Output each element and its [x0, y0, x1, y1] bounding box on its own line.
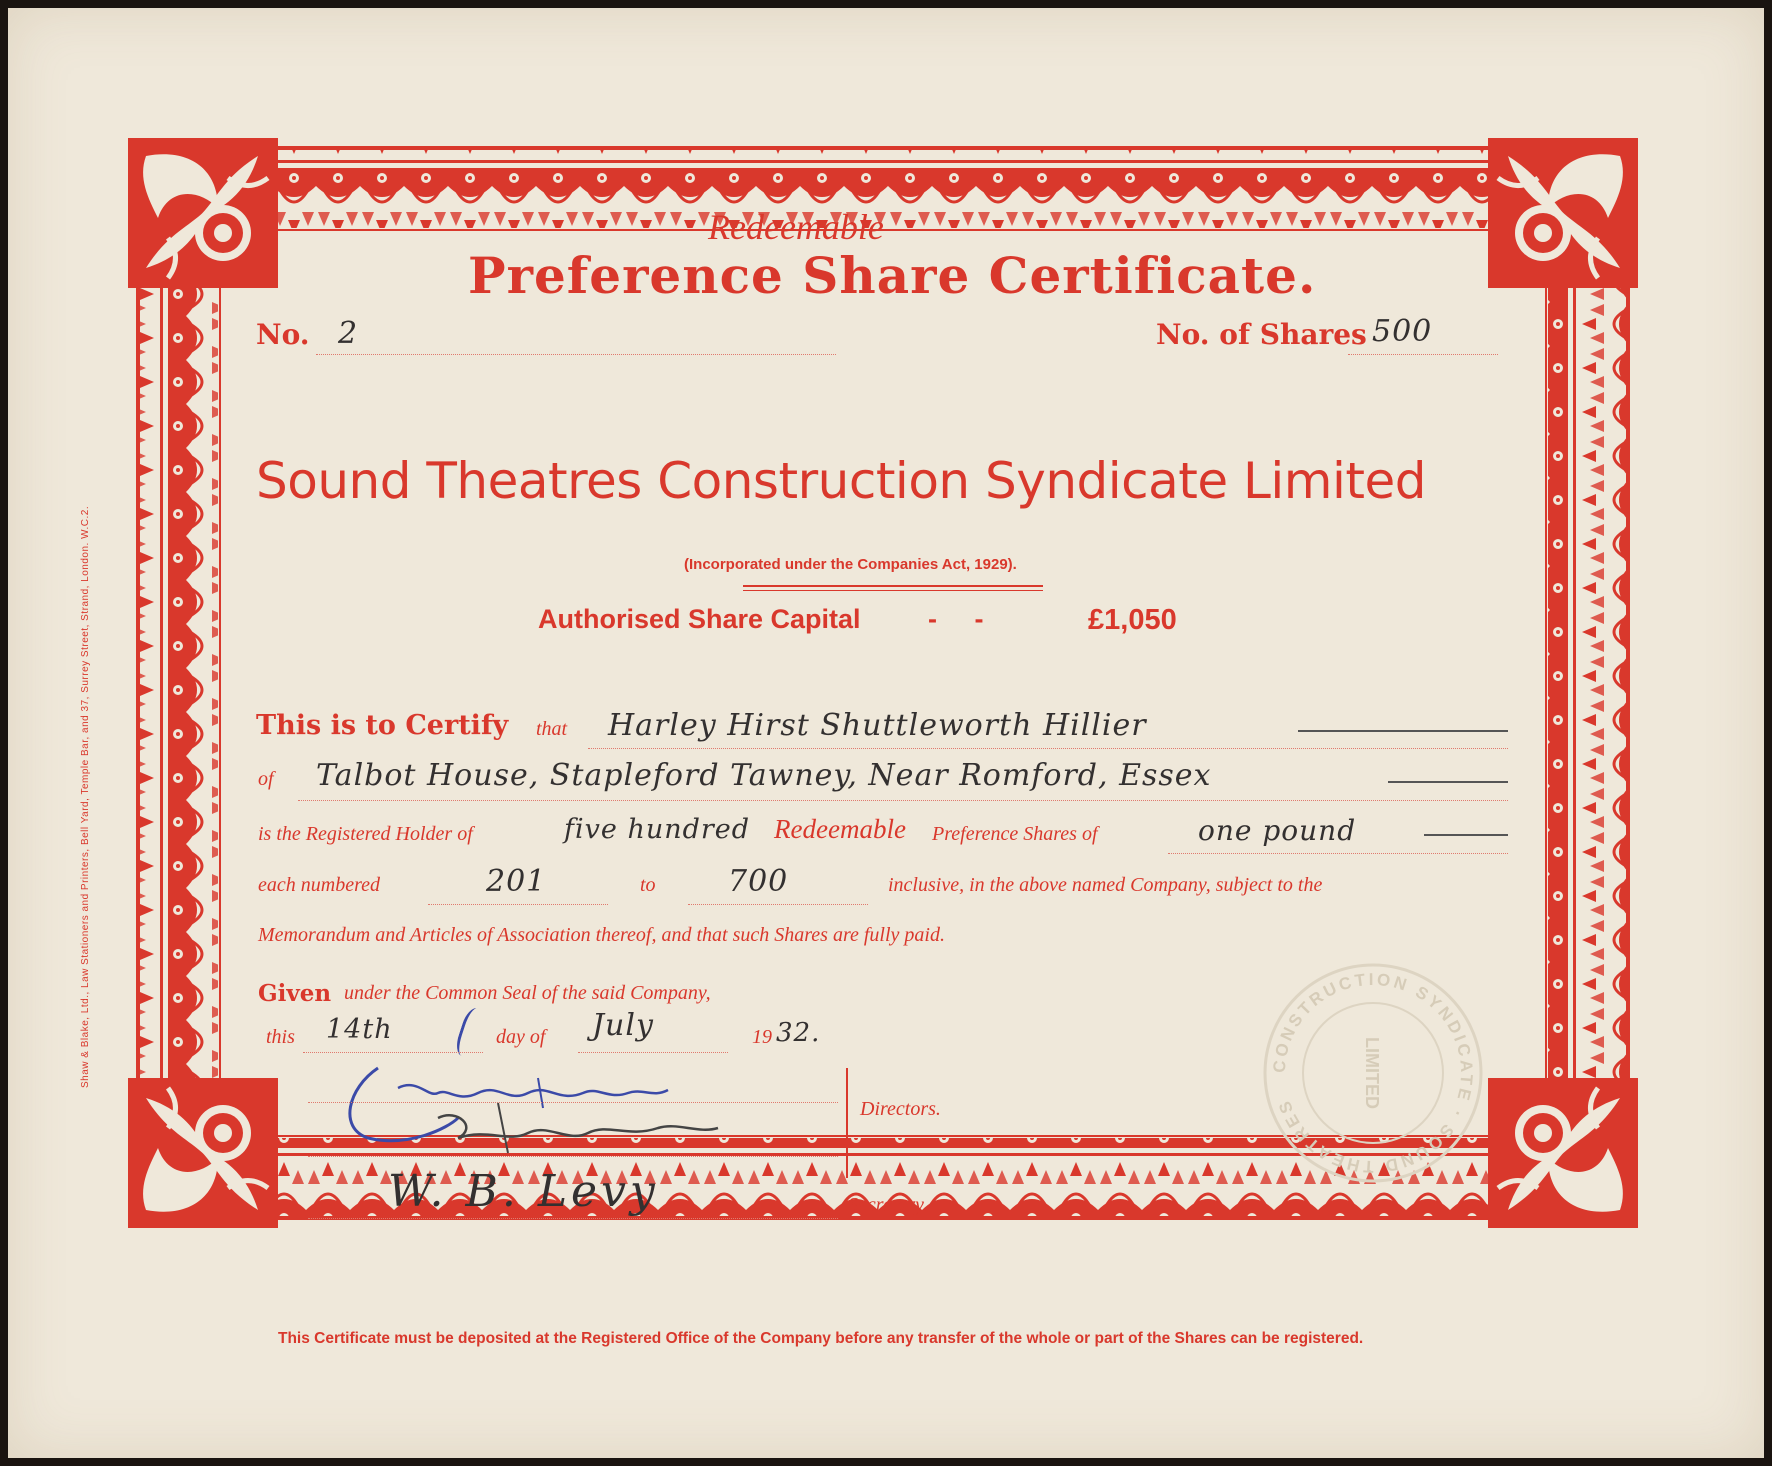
- number-line: [316, 354, 836, 355]
- that-word: that: [536, 718, 568, 740]
- shares-count-label: No. of Shares: [1156, 318, 1367, 351]
- footer-notice: This Certificate must be deposited at the Registered Office of the Company before any transfer of the whole or part of the Shares can be registered.: [278, 1330, 1364, 1347]
- certificate-title: Preference Share Certificate.: [468, 246, 1317, 305]
- preference-shares-of: Preference Shares of: [932, 823, 1098, 845]
- each-numbered: each numbered: [258, 874, 380, 896]
- authorised-capital-label: Authorised Share Capital: [538, 604, 861, 634]
- of-word: of: [258, 768, 274, 790]
- certificate-number: 2: [338, 316, 359, 351]
- to-underline: [688, 904, 868, 905]
- certificate-paper: [8, 8, 1764, 1458]
- year-suffix: 32.: [776, 1018, 821, 1048]
- shares-count-value: 500: [1372, 314, 1433, 349]
- certify-label: This is to Certify: [256, 710, 509, 741]
- shares-in-words: five hundred: [564, 814, 751, 845]
- shares-count-line: [1348, 354, 1498, 355]
- incorporation-underline: [743, 585, 1043, 591]
- holder-name: Harley Hirst Shuttleworth Hillier: [608, 708, 1147, 743]
- share-class-annotation: Redeemable: [774, 814, 906, 844]
- address-underline: [298, 800, 1508, 801]
- printer-imprint: Shaw & Blake, Ltd., Law Stationers and Printers, Bell Yard, Temple Bar, and 37, Surrey Street, Strand, London. W.C.2.: [80, 505, 91, 1088]
- registered-holder-text: is the Registered Holder of: [258, 823, 473, 845]
- director-signature-2: [398, 1098, 758, 1168]
- directors-label: Directors.: [860, 1098, 941, 1120]
- year-prefix: 19: [752, 1026, 772, 1048]
- to-word: to: [640, 874, 656, 896]
- secretary-line: [308, 1218, 838, 1219]
- month-value: July: [592, 1008, 654, 1043]
- from-number: 201: [486, 864, 547, 899]
- holder-underline: [588, 748, 1508, 749]
- address-line: [1388, 781, 1508, 783]
- secretary-signature: W. B. Levy: [388, 1166, 659, 1217]
- value-each: one pound: [1198, 814, 1357, 847]
- company-name: Sound Theatres Construction Syndicate Limited: [256, 452, 1426, 510]
- given-word: Given: [258, 980, 332, 1007]
- under-seal-text: under the Common Seal of the said Company,: [344, 982, 711, 1004]
- secretary-label: Secretary.: [848, 1194, 928, 1216]
- redeemable-annotation: Redeemable: [708, 207, 884, 247]
- directors-bracket: [846, 1068, 858, 1178]
- memorandum-text: Memorandum and Articles of Association thereof, and that such Shares are fully paid.: [258, 924, 945, 946]
- number-label: No.: [256, 318, 310, 351]
- day-of-text: day of: [496, 1026, 546, 1048]
- incorporation-note: (Incorporated under the Companies Act, 1929).: [684, 556, 1017, 573]
- capital-dashes: - -: [928, 604, 984, 634]
- to-number: 700: [728, 864, 789, 899]
- authorised-capital-value: £1,050: [1088, 604, 1177, 636]
- value-line: [1424, 834, 1508, 836]
- seal-inner-text: LIMITED: [1362, 1037, 1382, 1109]
- value-underline: [1168, 853, 1508, 854]
- inclusive-text: inclusive, in the above named Company, subject to the: [888, 874, 1323, 896]
- this-word: this: [266, 1026, 295, 1048]
- from-underline: [428, 904, 608, 905]
- holder-name-line: [1298, 730, 1508, 732]
- holder-address: Talbot House, Stapleford Tawney, Near Romford, Essex: [316, 758, 1212, 793]
- seal-outer-text: CONSTRUCTION SYNDICATE · SOUND THEATRES: [1269, 969, 1477, 1177]
- embossed-company-seal: [1258, 958, 1488, 1188]
- director-line-2: [308, 1156, 838, 1157]
- day-value: 14th: [326, 1014, 393, 1045]
